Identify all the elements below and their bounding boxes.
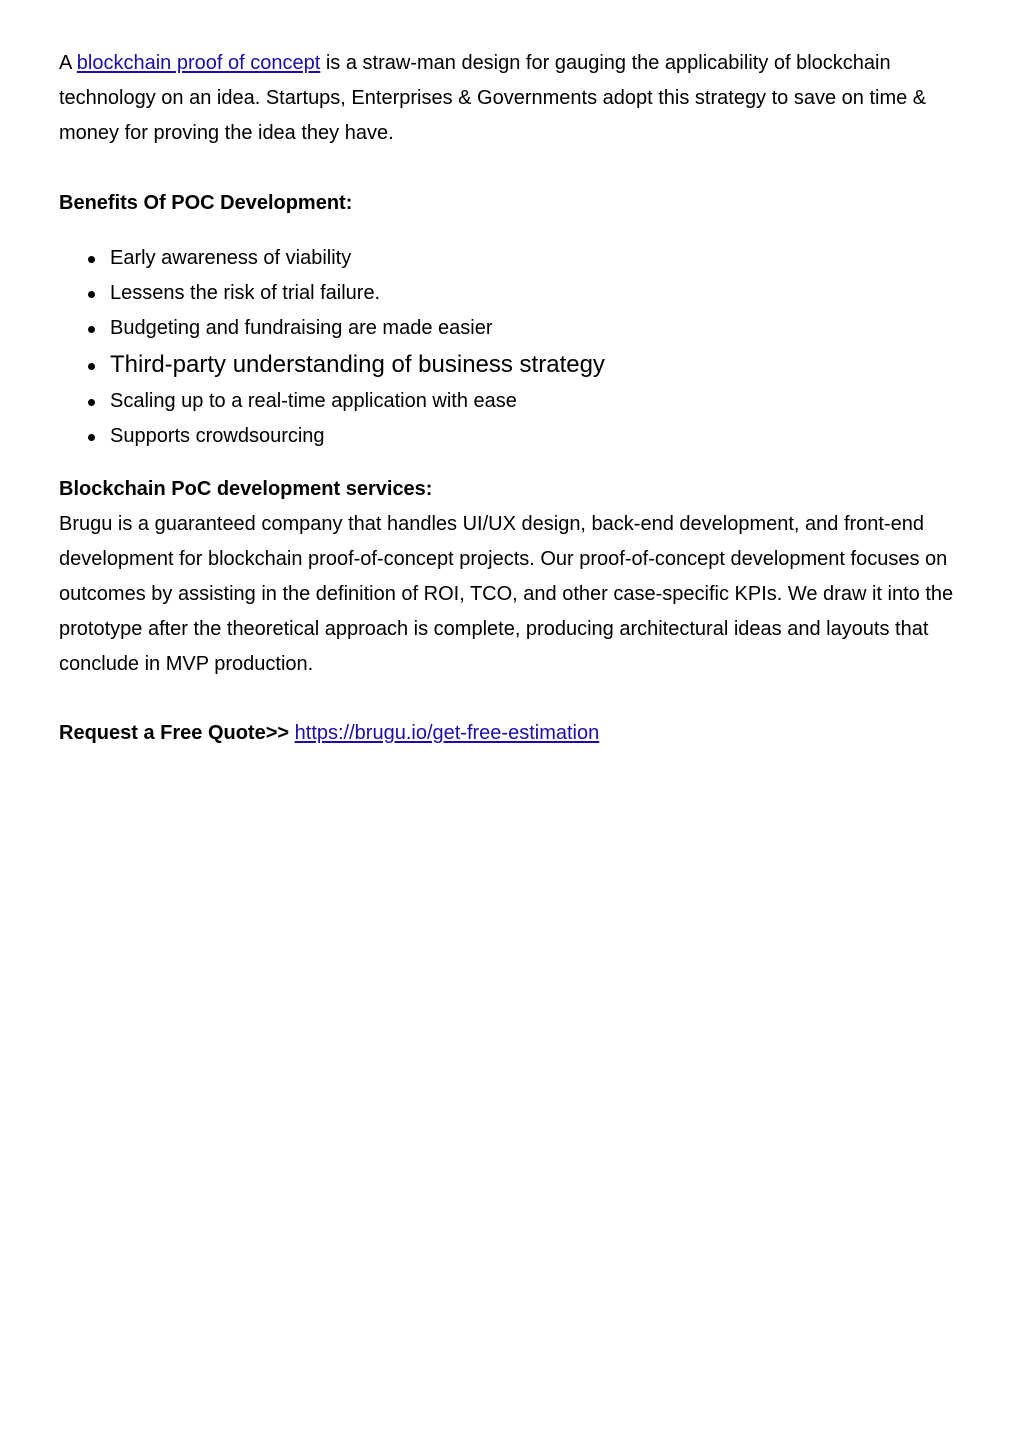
benefit-item: Supports crowdsourcing bbox=[110, 419, 972, 454]
quote-line bbox=[59, 716, 972, 751]
benefit-item: Third-party understanding of business strategy bbox=[110, 346, 972, 384]
quote-label: Request a Free Quote>> bbox=[59, 722, 290, 744]
free-estimation-link[interactable]: https://brugu.io/get-free-estimation bbox=[294, 722, 600, 744]
intro-suffix: is a straw-man design for gauging the applicability of blockchain technology on an idea. Startups, Enterprises & Governments adopt this strategy to save on time & money for proving the idea they have. bbox=[59, 52, 927, 144]
benefit-item: Scaling up to a real-time application with ease bbox=[110, 384, 972, 419]
benefits-heading: Benefits Of POC Development: bbox=[59, 192, 353, 214]
intro-prefix: A bbox=[59, 52, 77, 74]
benefit-item: Budgeting and fundraising are made easier bbox=[110, 311, 972, 346]
services-heading: Blockchain PoC development services: bbox=[59, 478, 433, 500]
benefit-item: Early awareness of viability bbox=[110, 241, 972, 276]
blockchain-poc-link[interactable]: blockchain proof of concept bbox=[76, 52, 321, 74]
benefits-list bbox=[59, 241, 972, 454]
intro-paragraph bbox=[59, 46, 972, 151]
services-paragraph: Brugu is a guaranteed company that handles UI/UX design, back-end development, and front-end development for blockchain proof-of-concept projects. Our proof-of-concept development focuses on outcomes by assisting in the definition of ROI, TCO, and other case-specific KPIs. We draw it into the prototype after the theoretical approach is complete, producing architectural ideas and layouts that conclude in MVP production. bbox=[59, 513, 954, 675]
benefit-item: Lessens the risk of trial failure. bbox=[110, 276, 972, 311]
